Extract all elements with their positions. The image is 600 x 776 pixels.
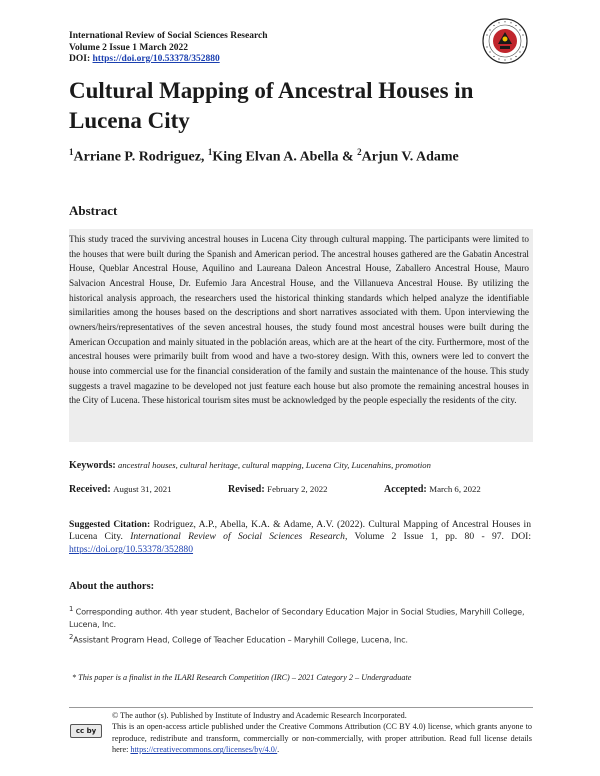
accepted-label: Accepted:	[384, 484, 427, 495]
license-line-2: This is an open-access article published under the Creative Commons Attribution (CC BY 4.0) license, which grants anyone to reproduce, redistribute and transform, commercially or non-commercially, with proper attribution. Read full license details here:	[112, 722, 532, 755]
affiliation-2	[69, 631, 539, 646]
journal-header	[69, 31, 268, 66]
journal-seal-icon	[482, 18, 528, 64]
received-value: August 31, 2021	[113, 484, 172, 494]
affiliation-2-sup: 2	[69, 633, 74, 641]
revised-date	[228, 484, 328, 495]
doi-label: DOI:	[69, 54, 91, 64]
citation-text-after: , Volume 2 Issue 1, pp. 80 - 97. DOI:	[344, 531, 531, 543]
affiliation-2-text: Assistant Program Head, College of Teacher Education – Maryhill College, Lucena, Inc.	[73, 634, 408, 645]
author-2: King Elvan A. Abella &	[212, 149, 358, 165]
revised-label: Revised:	[228, 484, 265, 495]
author-1: Arriane P. Rodriguez,	[73, 149, 208, 165]
journal-name: International Review of Social Sciences Research	[69, 31, 268, 41]
accepted-value: March 6, 2022	[429, 484, 481, 494]
affiliation-1-sup: 1	[69, 605, 74, 613]
license-line-1: © The author (s). Published by Institute of Industry and Academic Research Incorporated.	[112, 711, 407, 720]
journal-doi	[69, 54, 268, 66]
citation-journal: International Review of Social Sciences Research	[130, 531, 345, 543]
cc-badge-text: cc by	[75, 727, 97, 735]
revised-value: February 2, 2022	[267, 484, 328, 494]
license-end: .	[277, 745, 280, 755]
received-label: Received:	[69, 484, 111, 495]
keywords-values: ancestral houses, cultural heritage, cultural mapping, Lucena City, Lucenahins, promotion	[118, 460, 431, 470]
citation-text: Rodriguez, A.P., Abella, K.A. & Adame, A.V. (2022). Cultural Mapping of Ancestral Houses in Lucena City.	[69, 519, 532, 543]
keywords	[69, 460, 431, 471]
license-link[interactable]: https://creativecommons.org/licenses/by/4.0/	[130, 745, 278, 755]
author-1-sup: 1	[69, 147, 74, 157]
abstract-heading: Abstract	[69, 203, 118, 218]
doi-link[interactable]: https://doi.org/10.53378/352880	[92, 54, 220, 64]
finalist-note: * This paper is a finalist in the ILARI Research Competition (IRC) – 2021 Category 2 – Undergraduate	[72, 673, 412, 682]
author-3: Arjun V. Adame	[361, 149, 459, 165]
abstract-text: This study traced the surviving ancestral houses in Lucena City through cultural mapping. The participants were limited to the houses that were built during the Spanish and American period. The ancestral houses gathered are the Gabatin Ancestral House, Queblar Ancestral House, Aquilino and Laureana Daleon Ancestral House, Zaballero Ancestral House, Mauro Salvacion Ancestral House, Dr. Eufemio Jara Ancestral House, and the Villanueva Ancestral House. By utilizing the historical analysis approach, the researchers used the historical thinking standards which helped analyze the identifiable similarities among the houses based on the descriptions and short narratives associated with them. Upon interviewing the owners/heirs/representatives of the seven ancestral houses, the study found most ancestral houses were built during the American Occupation and mainly situated in the población areas, which are at the heart of the city. Furthermore, most of the ancestral houses were primarily built from wood and have a two-storey design. With this, owners were led to convert the house into commercial use for the financial consideration of the family and sustain the maintenance of the house. This study suggests a travel magazine to be developed not just feature each house but also promote the remaining ancestral houses in the City of Lucena. These historical tourism sites must be acknowledged by the people especially the residents of the city.	[69, 234, 529, 406]
citation-label: Suggested Citation:	[69, 519, 151, 530]
license-text	[112, 710, 532, 756]
author-line	[69, 147, 459, 166]
author-2-sup: 1	[207, 147, 213, 157]
paper-title: Cultural Mapping of Ancestral Houses in Lucena City	[69, 78, 474, 133]
about-authors-heading: About the authors:	[69, 581, 155, 592]
cc-by-license-icon[interactable]	[70, 724, 102, 738]
author-3-sup: 2	[357, 147, 362, 157]
keywords-label: Keywords:	[69, 460, 116, 471]
received-date	[69, 484, 172, 495]
citation-doi-link[interactable]: https://doi.org/10.53378/352880	[69, 543, 194, 555]
suggested-citation	[69, 519, 531, 556]
accepted-date	[384, 484, 481, 495]
affiliation-1	[69, 603, 539, 631]
journal-issue: Volume 2 Issue 1 March 2022	[69, 42, 189, 53]
affiliation-1-text: Corresponding author. 4th year student, Bachelor of Secondary Education Major in Social Studies, Maryhill College, Lucena, Inc.	[69, 606, 525, 630]
